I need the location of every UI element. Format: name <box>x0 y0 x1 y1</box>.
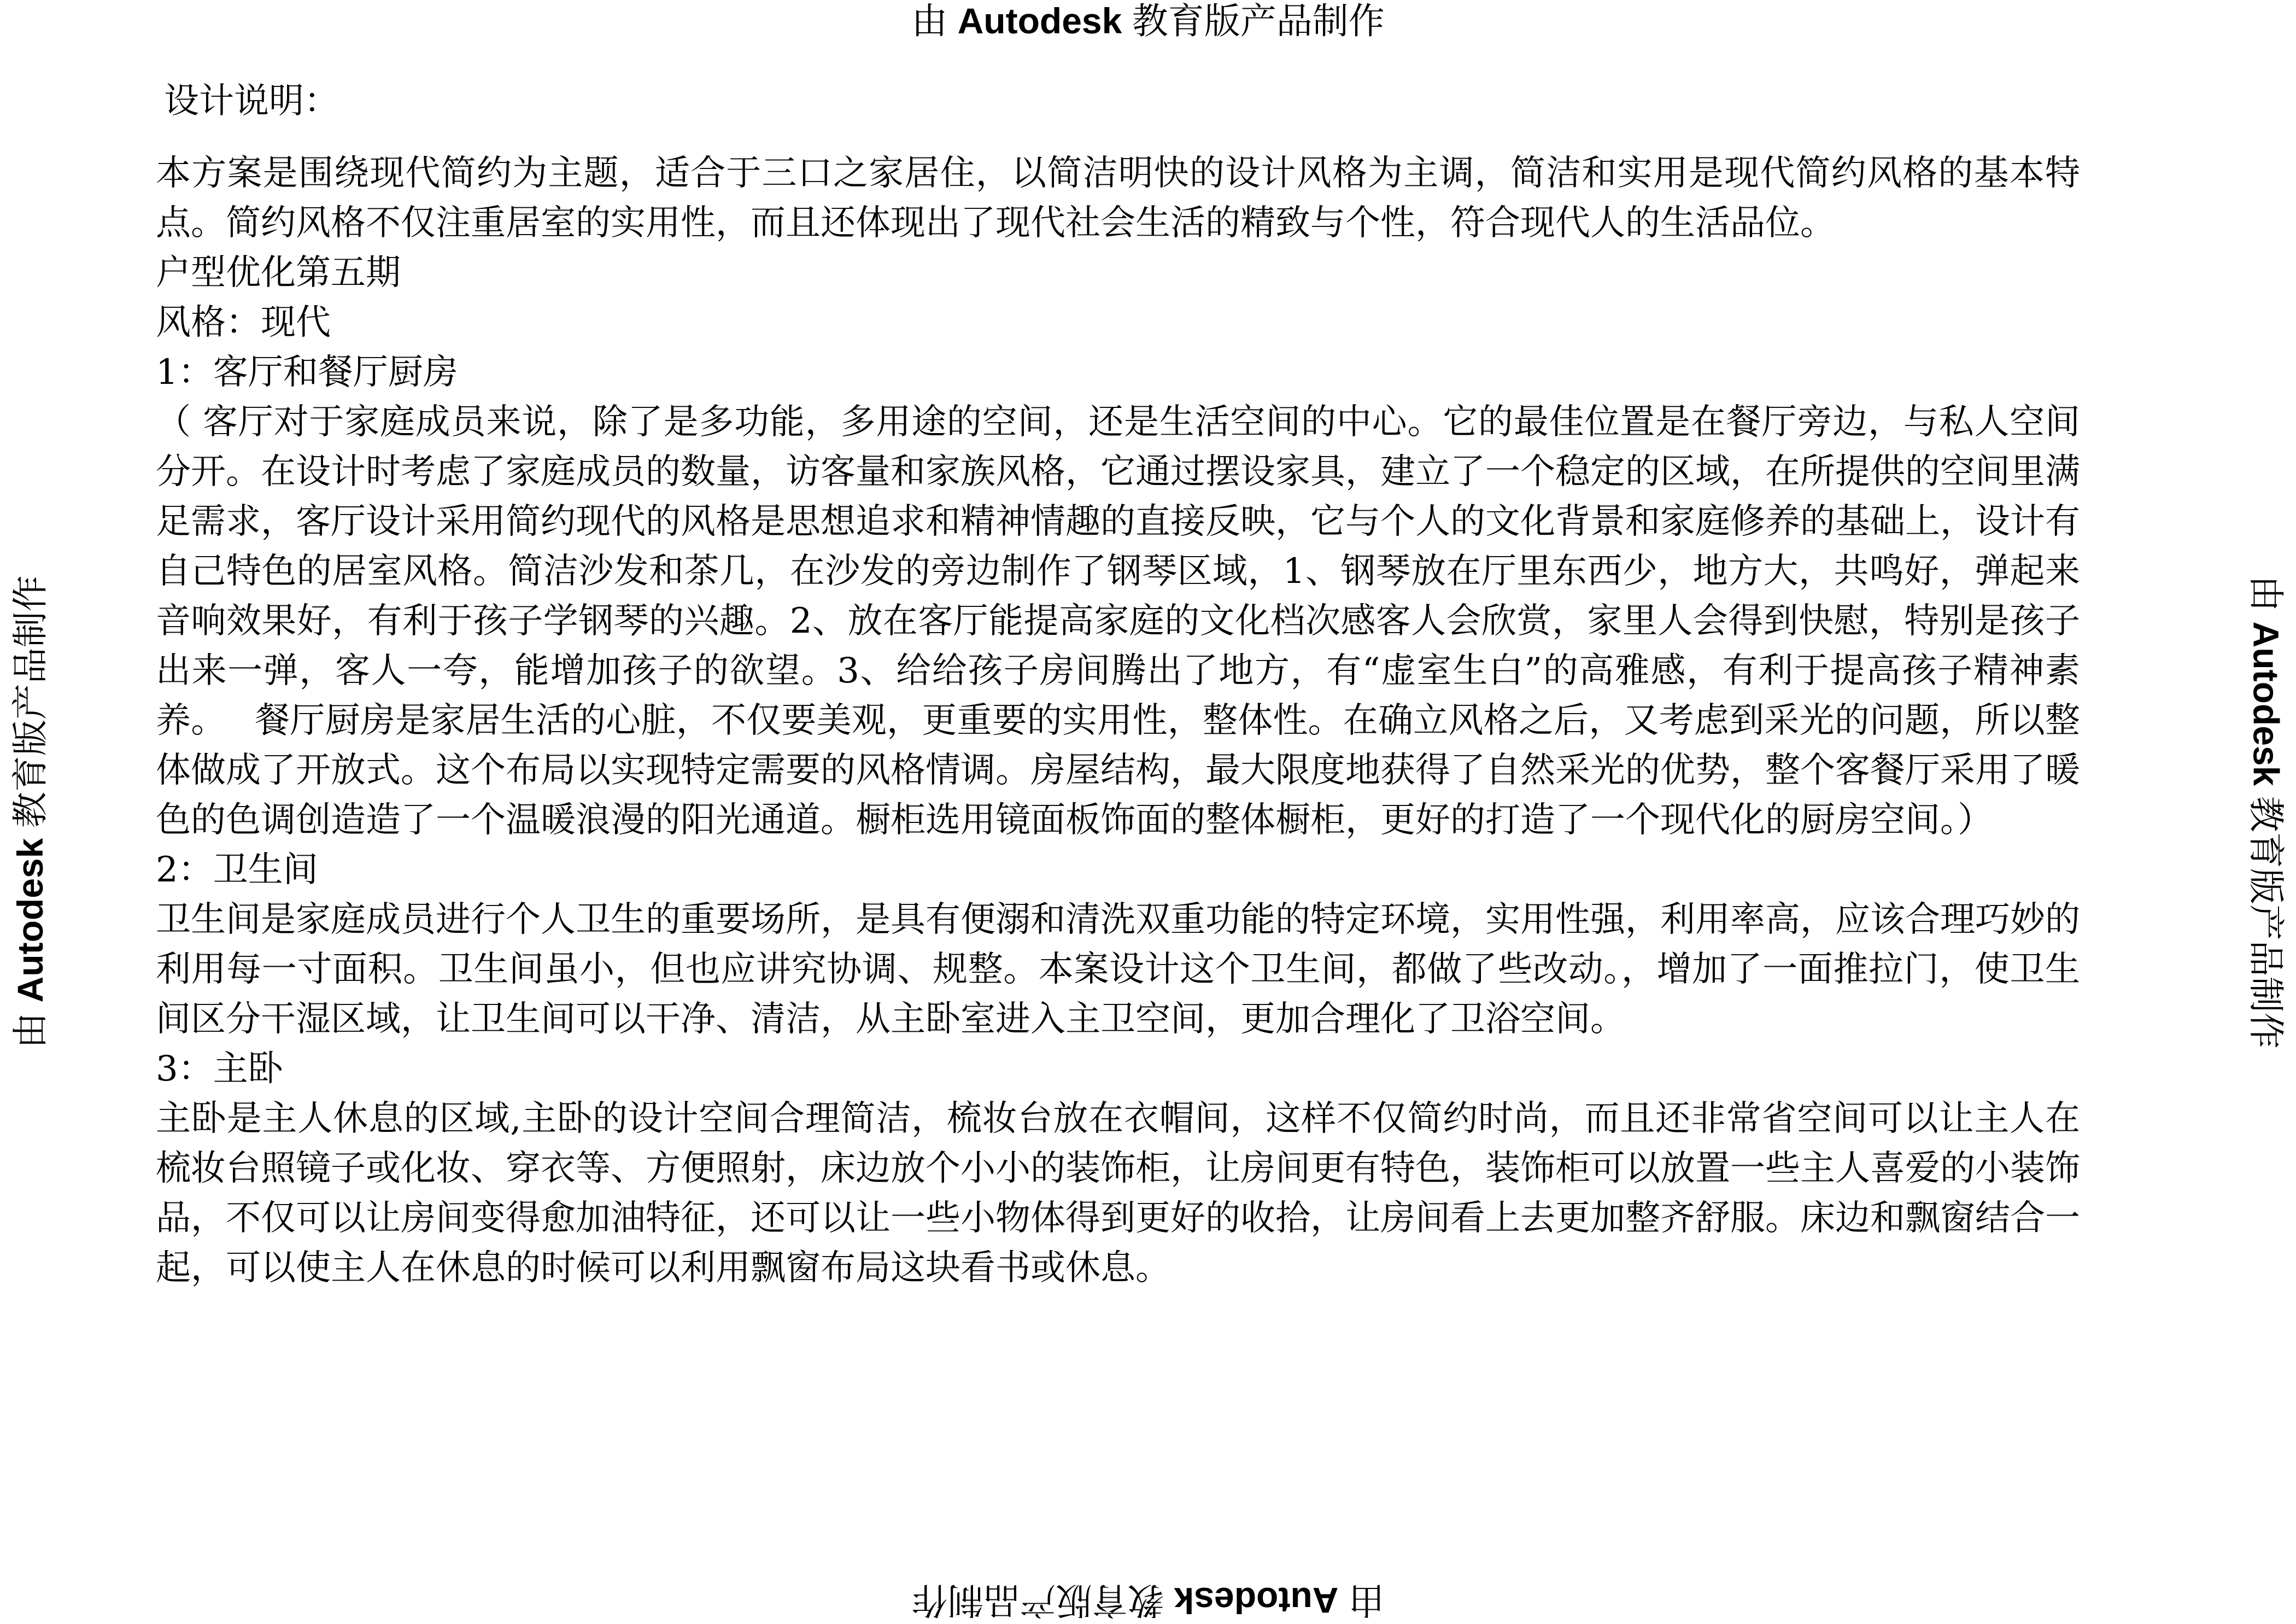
project-title: 户型优化第五期 <box>156 253 401 293</box>
watermark-prefix: 由 <box>10 1002 50 1049</box>
section-body-master-bedroom: 主卧是主人休息的区域,主卧的设计空间合理简洁，梳妆台放在衣帽间，这样不仅简约时尚，而且还非常省空间可以让主人在梳妆台照镜子或化妆、穿衣等、方便照射，床边放个小小的装饰柜，让房间更有特色，装饰柜可以放置一些主人喜爱的小装饰品，不仅可以让房间变得愈加油特征，还可以让一些小物体得到更好的收拾，让房间看上去更加整齐舒服。床边和飘窗结合一起，可以使主人在休息的时候可以利用飘窗布局这块看书或休息。 <box>156 1099 2080 1288</box>
watermark-brand: Autodesk <box>2246 621 2286 786</box>
section-title-bathroom: 2：卫生间 <box>156 850 318 890</box>
watermark-brand: Autodesk <box>10 838 50 1003</box>
watermark-prefix: 由 <box>911 1 958 41</box>
section-title-living-dining: 1：客厅和餐厅厨房 <box>156 352 458 393</box>
watermark-bottom <box>911 1582 1384 1619</box>
watermark-right <box>2248 575 2284 1048</box>
watermark-suffix: 教育版产品制作 <box>2246 786 2286 1049</box>
watermark-prefix: 由 <box>2246 575 2286 622</box>
watermark-suffix: 教育版产品制作 <box>1122 1 1385 41</box>
watermark-left <box>12 575 48 1048</box>
style-line: 风格：现代 <box>156 302 331 343</box>
watermark-suffix: 教育版产品制作 <box>911 1580 1174 1621</box>
section-body-living-dining: （ 客厅对于家庭成员来说，除了是多功能，多用途的空间，还是生活空间的中心。它的最佳位置是在餐厅旁边，与私人空间分开。在设计时考虑了家庭成员的数量，访客量和家族风格，它通过摆设家具，建立了一个稳定的区域，在所提供的空间里满足需求，客厅设计采用简约现代的风格是思想追求和精神情趣的直接反映，它与个人的文化背景和家庭修养的基础上，设计有自己特色的居室风格。简洁沙发和茶几，在沙发的旁边制作了钢琴区域，1、钢琴放在厅里东西少，地方大，共鸣好，弹起来音响效果好，有利于孩子学钢琴的兴趣。2、放在客厅能提高家庭的文化档次感客人会欣赏，家里人会得到快慰，特别是孩子出来一弹，客人一夸，能增加孩子的欲望。3、给给孩子房间腾出了地方，有“虚室生白”的高雅感，有利于提高孩子精神素养。 餐厅厨房是家居生活的心脏，不仅要美观，更重要的实用性，整体性。在确立风格之后，又考虑到采光的问题，所以整体做成了开放式。这个布局以实现特定需要的风格情调。房屋结构，最大限度地获得了自然采光的优势，整个客餐厅采用了暖色的色调创造造了一个温暖浪漫的阳光通道。橱柜选用镜面板饰面的整体橱柜，更好的打造了一个现代化的厨房空间。） <box>156 402 2080 840</box>
document-heading: 设计说明： <box>164 81 339 121</box>
watermark-brand: Autodesk <box>957 1 1122 41</box>
document-body <box>156 77 2080 1293</box>
section-title-master-bedroom: 3：主卧 <box>156 1049 283 1089</box>
watermark-prefix: 由 <box>1338 1580 1385 1621</box>
watermark-top <box>911 3 1384 39</box>
watermark-suffix: 教育版产品制作 <box>10 575 50 838</box>
intro-paragraph: 本方案是围绕现代简约为主题，适合于三口之家居住，以简洁明快的设计风格为主调，简洁和实用是现代简约风格的基本特点。简约风格不仅注重居室的实用性，而且还体现出了现代社会生活的精致与个性，符合现代人的生活品位。 <box>156 153 2080 243</box>
watermark-brand: Autodesk <box>1174 1580 1339 1621</box>
section-body-bathroom: 卫生间是家庭成员进行个人卫生的重要场所，是具有便溺和清洗双重功能的特定环境，实用性强，利用率高，应该合理巧妙的利用每一寸面积。卫生间虽小，但也应讲究协调、规整。本案设计这个卫生间，都做了些改动。，增加了一面推拉门，使卫生间区分干湿区域，让卫生间可以干净、清洁，从主卧室进入主卫空间，更加合理化了卫浴空间。 <box>156 899 2080 1039</box>
